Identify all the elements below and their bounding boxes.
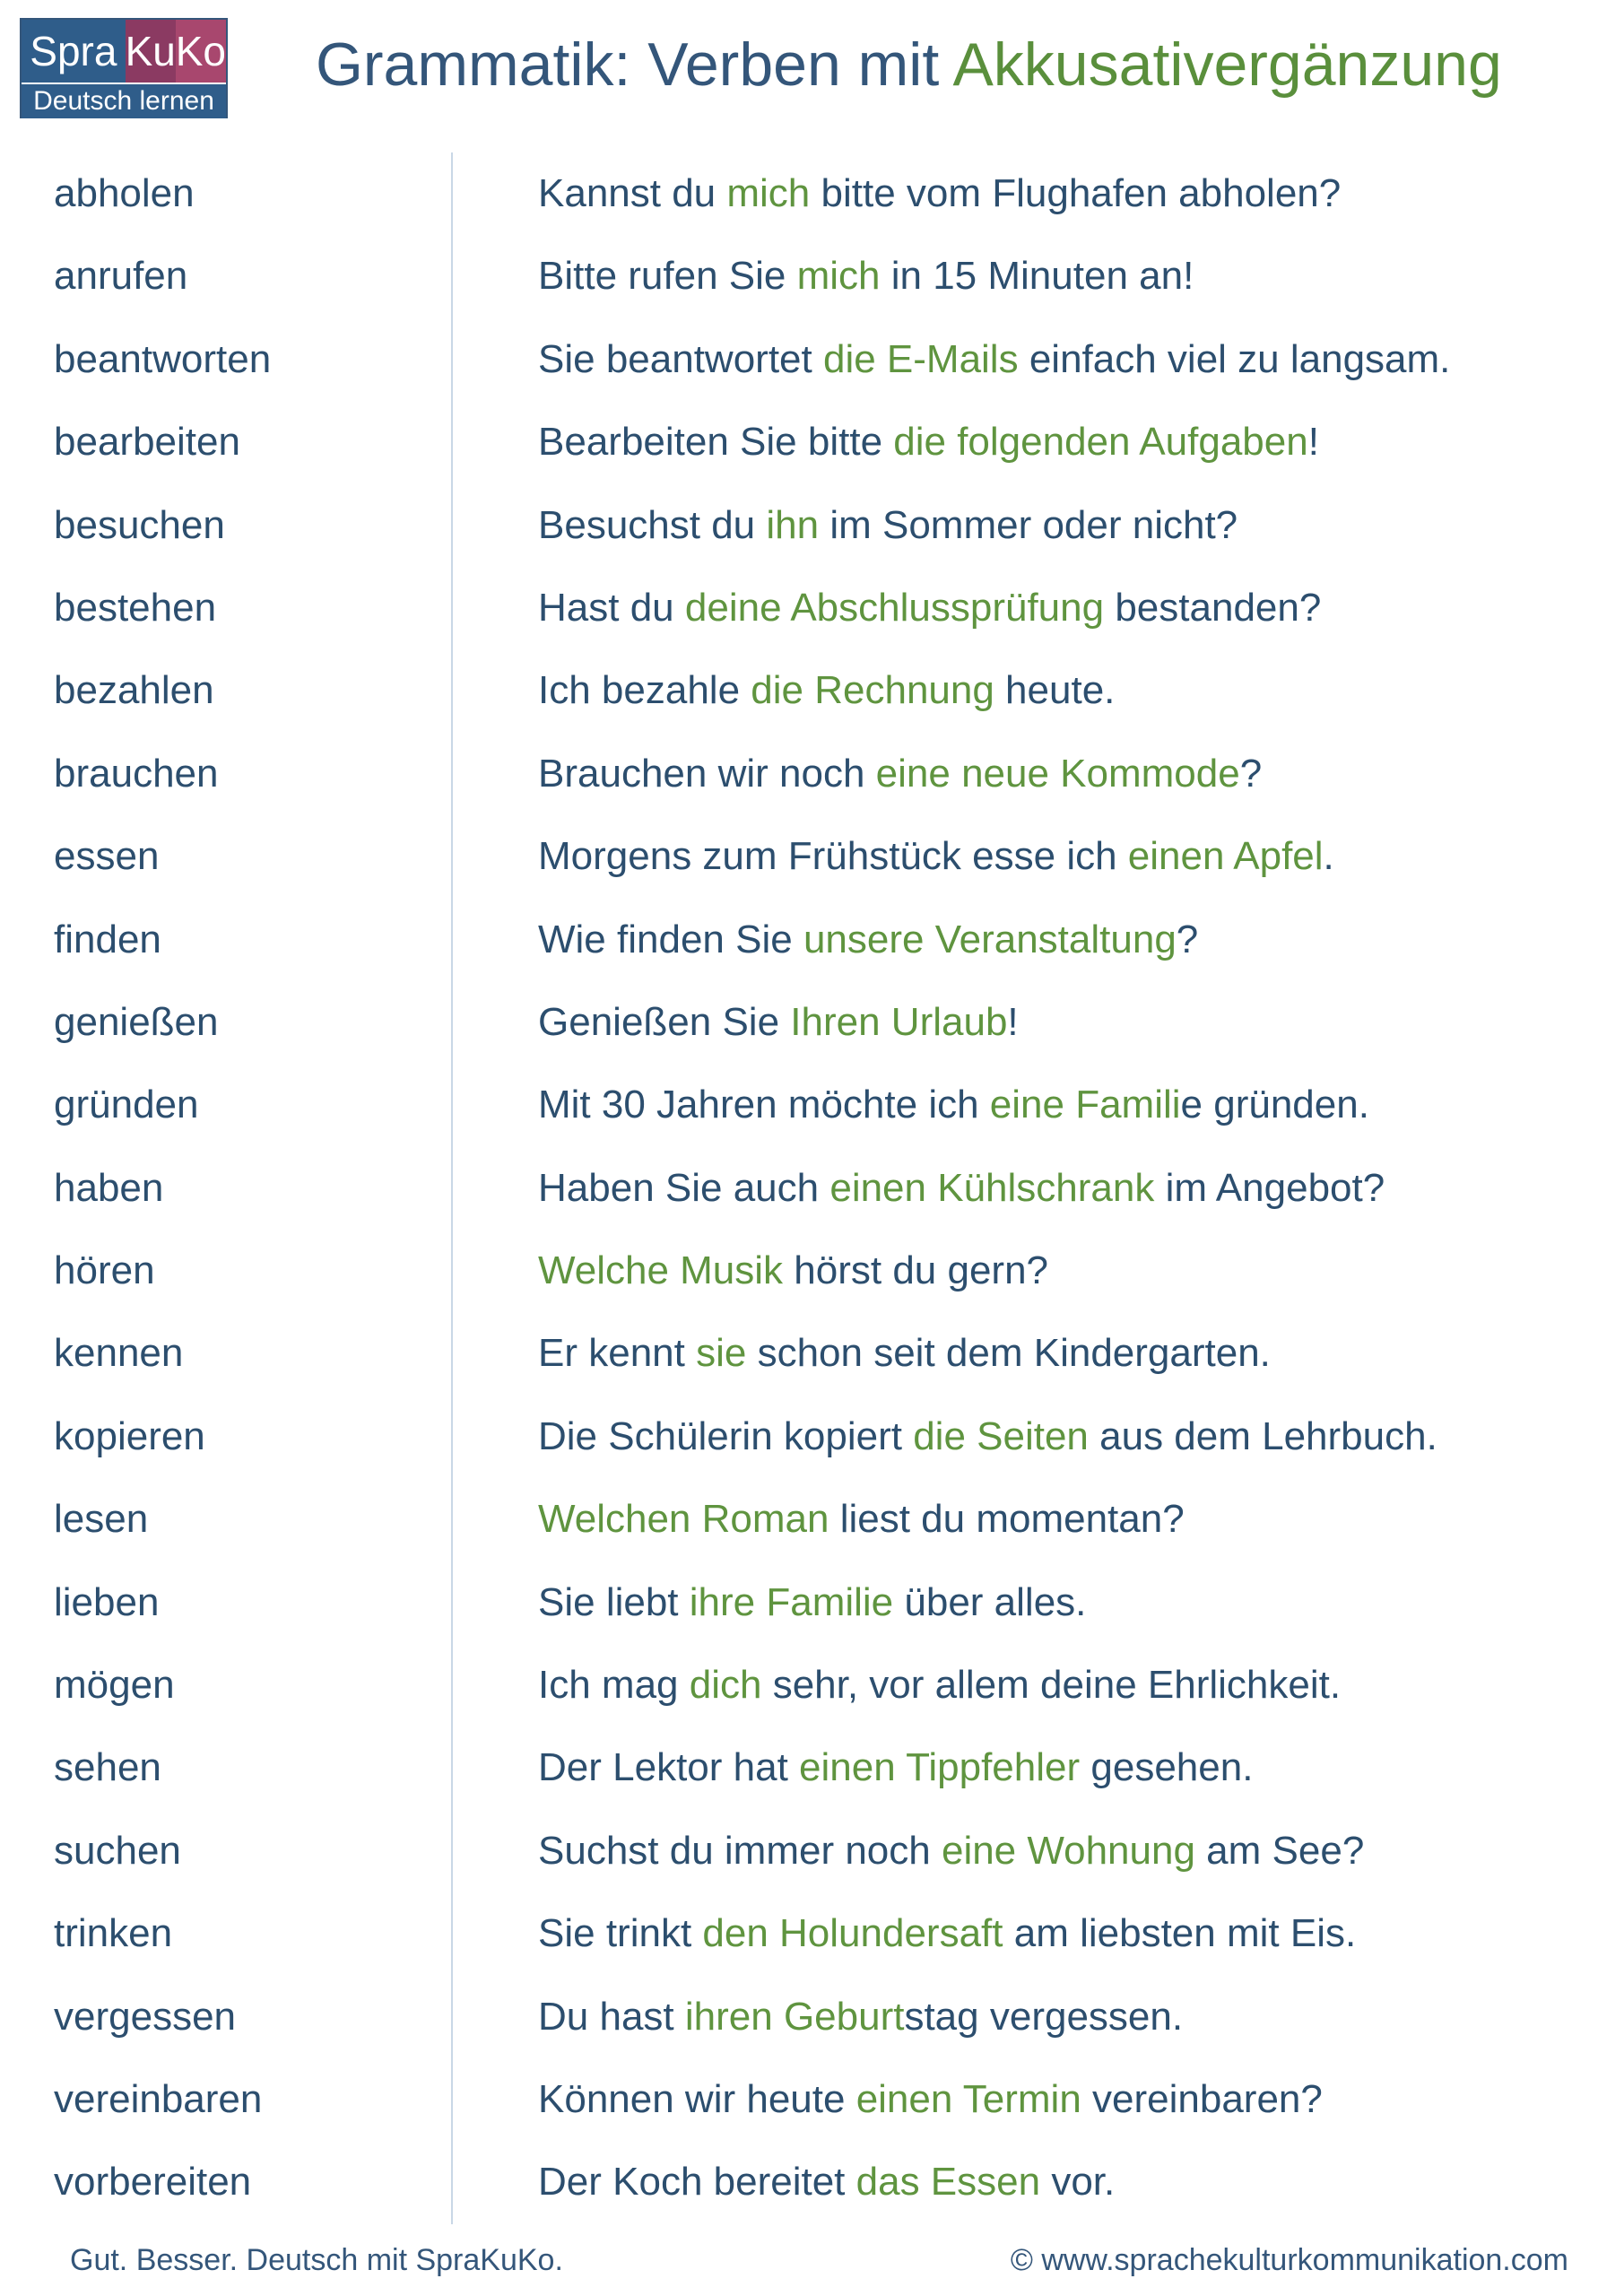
verb-cell: bearbeiten	[54, 420, 240, 465]
sentence-text: !	[1307, 420, 1319, 465]
accusative-object: einen Termin	[855, 2076, 1081, 2121]
accusative-object: die E-Mails	[822, 336, 1019, 381]
accusative-object: die folgenden Aufgaben	[893, 420, 1308, 465]
accusative-object: ihn	[766, 502, 820, 547]
table-row	[0, 1312, 1624, 1395]
table-row	[0, 899, 1624, 981]
logo-part-spra: Spra	[22, 20, 126, 83]
table-row	[0, 981, 1624, 1064]
sentence-text: aus dem Lehrbuch.	[1088, 1413, 1437, 1458]
example-sentence	[538, 815, 1334, 898]
sentence-text: Sie trinkt	[538, 1911, 703, 1956]
logo-part-ku: Ku	[126, 20, 176, 83]
example-sentence	[538, 1147, 1385, 1230]
verb-cell: brauchen	[54, 751, 219, 796]
footer-slogan: Gut. Besser. Deutsch mit SpraKuKo.	[70, 2243, 563, 2277]
accusative-object: Welche Musik	[538, 1248, 784, 1293]
verb-cell: genießen	[54, 999, 219, 1044]
logo	[20, 18, 228, 118]
verb-cell: lieben	[54, 1579, 160, 1624]
verb-cell: bestehen	[54, 585, 217, 630]
example-sentence	[538, 1396, 1437, 1478]
example-sentence	[538, 1478, 1185, 1561]
accusative-object: eine Famili	[989, 1083, 1181, 1127]
example-sentence	[538, 2141, 1115, 2223]
sentence-text: Ich mag	[538, 1663, 690, 1708]
verb-list	[0, 152, 1624, 2224]
sentence-text: .	[1323, 834, 1334, 879]
sentence-text: vereinbaren?	[1081, 2076, 1323, 2121]
table-row	[0, 1644, 1624, 1726]
accusative-object: die Seiten	[913, 1413, 1089, 1458]
table-row	[0, 733, 1624, 815]
verb-cell: vereinbaren	[54, 2076, 263, 2121]
verb-cell: kennen	[54, 1331, 184, 1376]
table-row	[0, 1976, 1624, 2058]
footer-copyright: © www.sprachekulturkommunikation.com	[1010, 2243, 1568, 2277]
table-row	[0, 1810, 1624, 1892]
table-row	[0, 1892, 1624, 1975]
accusative-object: das Essen	[855, 2160, 1041, 2205]
sentence-text: Hast du	[538, 585, 685, 630]
logo-wordmark	[22, 20, 226, 83]
verb-cell: abholen	[54, 171, 195, 215]
sentence-text: Bearbeiten Sie bitte	[538, 420, 894, 465]
sentence-text: Besuchst du	[538, 502, 767, 547]
sentence-text: Kannst du	[538, 171, 727, 215]
accusative-object: den Holundersaft	[702, 1911, 1003, 1956]
logo-part-ko: Ko	[176, 20, 226, 83]
table-row	[0, 1230, 1624, 1312]
example-sentence	[538, 1561, 1086, 1644]
example-sentence	[538, 2058, 1323, 2141]
sentence-text: Können wir heute	[538, 2076, 856, 2121]
example-sentence	[538, 733, 1262, 815]
sentence-text: Genießen Sie	[538, 999, 791, 1044]
sentence-text: Morgens zum Frühstück esse ich	[538, 834, 1128, 879]
sentence-text: bitte vom Flughafen abholen?	[810, 171, 1342, 215]
verb-cell: vorbereiten	[54, 2160, 252, 2205]
sentence-text: Ich bezahle	[538, 668, 751, 713]
accusative-object: mich	[726, 171, 811, 215]
verb-cell: vergessen	[54, 1994, 237, 2039]
example-sentence	[538, 1810, 1364, 1892]
logo-subtitle: Deutsch lernen	[22, 83, 226, 118]
accusative-object: mich	[796, 254, 881, 299]
sentence-text: Wie finden Sie	[538, 917, 803, 961]
sentence-text: Haben Sie auch	[538, 1165, 830, 1210]
sentence-text: ?	[1176, 917, 1199, 961]
example-sentence	[538, 649, 1115, 732]
sentence-text: über alles.	[893, 1579, 1087, 1624]
verb-cell: lesen	[54, 1497, 149, 1542]
sentence-text: Die Schülerin kopiert	[538, 1413, 914, 1458]
example-sentence	[538, 1976, 1183, 2058]
sentence-text: Sie liebt	[538, 1579, 690, 1624]
verb-cell: trinken	[54, 1911, 173, 1956]
accusative-object: einen Kühlschrank	[829, 1165, 1155, 1210]
verb-cell: kopieren	[54, 1413, 205, 1458]
sentence-text: schon seit dem Kindergarten.	[746, 1331, 1271, 1376]
sentence-text: Du hast	[538, 1994, 685, 2039]
sentence-text: hörst du gern?	[783, 1248, 1049, 1293]
verb-cell: besuchen	[54, 502, 225, 547]
example-sentence	[538, 1230, 1048, 1312]
sentence-text: einfach viel zu langsam.	[1018, 336, 1451, 381]
sentence-text: vor.	[1040, 2160, 1116, 2205]
table-row	[0, 1147, 1624, 1230]
table-row	[0, 1478, 1624, 1561]
table-row	[0, 649, 1624, 732]
example-sentence	[538, 899, 1198, 981]
sentence-text: am See?	[1194, 1828, 1365, 1873]
example-sentence	[538, 484, 1238, 567]
verb-cell: gründen	[54, 1083, 199, 1127]
example-sentence	[538, 318, 1450, 401]
accusative-object: sie	[696, 1331, 747, 1376]
title-highlight: Akkusativergänzung	[952, 30, 1502, 99]
verb-cell: mögen	[54, 1663, 175, 1708]
sentence-text: sehr, vor allem deine Ehrlichkeit.	[761, 1663, 1342, 1708]
example-sentence	[538, 235, 1194, 317]
accusative-object: eine neue Kommode	[875, 751, 1240, 796]
accusative-object: eine Wohnung	[941, 1828, 1195, 1873]
sentence-text: liest du momentan?	[829, 1497, 1185, 1542]
sentence-text: bestanden?	[1104, 585, 1322, 630]
table-row	[0, 1064, 1624, 1146]
example-sentence	[538, 1644, 1341, 1726]
sentence-text: Sie beantwortet	[538, 336, 823, 381]
title-prefix: Grammatik: Verben mit	[316, 30, 953, 99]
table-row	[0, 2058, 1624, 2141]
accusative-object: einen Apfel	[1127, 834, 1324, 879]
accusative-object: unsere Veranstaltung	[803, 917, 1177, 961]
sentence-text: e gründen.	[1180, 1083, 1369, 1127]
sentence-text: Bitte rufen Sie	[538, 254, 797, 299]
example-sentence	[538, 1312, 1271, 1395]
sentence-text: Brauchen wir noch	[538, 751, 876, 796]
verb-cell: essen	[54, 834, 160, 879]
table-row	[0, 1726, 1624, 1809]
sentence-text: Er kennt	[538, 1331, 697, 1376]
accusative-object: dich	[689, 1663, 762, 1708]
verb-cell: hören	[54, 1248, 155, 1293]
accusative-object: ihren Geburt	[684, 1994, 905, 2039]
verb-cell: anrufen	[54, 254, 188, 299]
sentence-text: Mit 30 Jahren möchte ich	[538, 1083, 990, 1127]
sentence-text: stag vergessen.	[904, 1994, 1184, 2039]
sentence-text: in 15 Minuten an!	[880, 254, 1194, 299]
table-row	[0, 1561, 1624, 1644]
verb-cell: beantworten	[54, 336, 272, 381]
sentence-text: am liebsten mit Eis.	[1003, 1911, 1357, 1956]
table-row	[0, 318, 1624, 401]
accusative-object: deine Abschlussprüfung	[684, 585, 1105, 630]
sentence-text: !	[1007, 999, 1019, 1044]
table-row	[0, 567, 1624, 649]
verb-cell: haben	[54, 1165, 164, 1210]
sentence-text: Der Lektor hat	[538, 1745, 800, 1790]
verb-cell: bezahlen	[54, 668, 214, 713]
sentence-text: im Sommer oder nicht?	[819, 502, 1238, 547]
verb-cell: suchen	[54, 1828, 181, 1873]
sentence-text: heute.	[994, 668, 1116, 713]
sentence-text: Der Koch bereitet	[538, 2160, 856, 2205]
verb-cell: sehen	[54, 1745, 161, 1790]
table-row	[0, 401, 1624, 483]
accusative-object: einen Tippfehler	[799, 1745, 1081, 1790]
table-row	[0, 235, 1624, 317]
verb-cell: finden	[54, 917, 161, 961]
sentence-text: gesehen.	[1080, 1745, 1254, 1790]
example-sentence	[538, 1726, 1253, 1809]
example-sentence	[538, 1892, 1356, 1975]
example-sentence	[538, 567, 1321, 649]
accusative-object: ihre Familie	[689, 1579, 894, 1624]
page-title	[316, 22, 1502, 108]
table-row	[0, 815, 1624, 898]
accusative-object: Ihren Urlaub	[790, 999, 1008, 1044]
sentence-text: Suchst du immer noch	[538, 1828, 942, 1873]
table-row	[0, 152, 1624, 235]
accusative-object: die Rechnung	[751, 668, 994, 713]
table-row	[0, 2141, 1624, 2223]
accusative-object: Welchen Roman	[538, 1497, 829, 1542]
table-row	[0, 1396, 1624, 1478]
example-sentence	[538, 152, 1341, 235]
table-row	[0, 484, 1624, 567]
example-sentence	[538, 1064, 1369, 1146]
sentence-text: im Angebot?	[1154, 1165, 1385, 1210]
example-sentence	[538, 401, 1319, 483]
sentence-text: ?	[1239, 751, 1263, 796]
example-sentence	[538, 981, 1019, 1064]
